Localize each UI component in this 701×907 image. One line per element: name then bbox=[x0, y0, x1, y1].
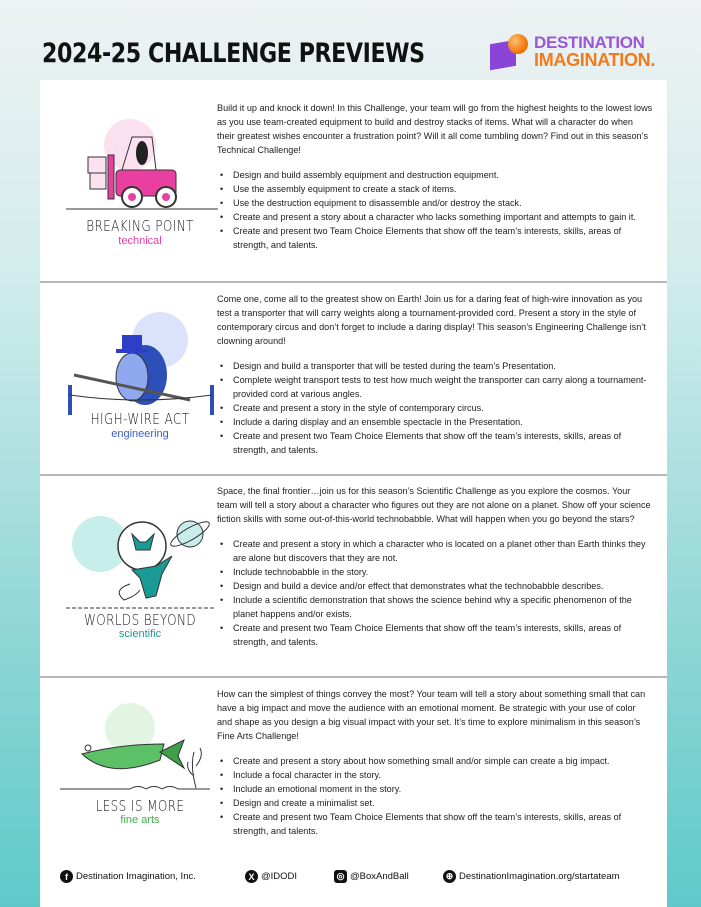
list-item: • Create and present a story in which a character who is located on a planet other than Earth thinks they are alone but discovers that they are not. bbox=[233, 537, 653, 565]
intro-text: Come one, come all to the greatest show on Earth! Join us for a daring feat of high-wire innovation as you test a transporter that will carry weights along a tournament-provided cord. Present a story in the style of contemporary circus and don’t forget to include a daring display! This season’s Engineering Challenge isn’t clowning around! bbox=[217, 294, 646, 346]
challenge-name: WORLDS BEYOND bbox=[84, 611, 196, 629]
requirements-list bbox=[217, 359, 653, 457]
list-item: • Design and build a device and/or effect that demonstrates what the technobabble describes. bbox=[233, 579, 653, 593]
high-wire-act-illustration bbox=[60, 305, 220, 455]
x-label: @IDODI bbox=[261, 871, 298, 882]
instagram-link[interactable] bbox=[334, 870, 409, 883]
list-item: • Include a daring display and an ensemble spectacle in the Presentation. bbox=[233, 415, 653, 429]
fish-icon bbox=[60, 696, 220, 796]
requirements-list bbox=[217, 168, 653, 252]
list-item: • Use the destruction equipment to disassemble and/or destroy the stack. bbox=[233, 196, 653, 210]
challenge-less-is-more bbox=[40, 678, 667, 858]
logo-line2: IMAGINATION. bbox=[534, 50, 656, 70]
instagram-label: @BoxAndBall bbox=[350, 871, 409, 882]
challenge-description bbox=[217, 292, 653, 457]
requirements-list bbox=[217, 754, 653, 838]
challenge-worlds-beyond bbox=[40, 476, 667, 676]
challenge-category: engineering bbox=[111, 428, 169, 440]
intro-text: Space, the final frontier…join us for this season’s Scientific Challenge as you explore the cosmos. Your team will tell a story about a character who figures out they are not alone on a planet. Show off your science fiction skills with some out-of-this-world technobabble. What will happen when you go beyond the stars? bbox=[217, 486, 651, 524]
challenge-breaking-point bbox=[40, 80, 667, 282]
challenge-description bbox=[217, 687, 653, 838]
list-item: • Use the assembly equipment to create a stack of items. bbox=[233, 182, 653, 196]
x-link[interactable] bbox=[245, 870, 297, 883]
less-is-more-illustration bbox=[60, 696, 220, 846]
footer bbox=[40, 870, 667, 890]
list-item: • Include technobabble in the story. bbox=[233, 565, 653, 579]
list-item: • Include a focal character in the story. bbox=[233, 768, 653, 782]
intro-text: How can the simplest of things convey the most? Your team will tell a story about something small that can have a big impact and move the audience with an emotional moment. Be strategic with your use of color and shape as you design a big visual impact with your set. It’s time to explore minimalism in this season’s Fine Arts Challenge! bbox=[217, 689, 646, 741]
breaking-point-illustration bbox=[60, 115, 220, 265]
list-item: • Create and present two Team Choice Elements that show off the team’s interests, skills, areas of strength, and talents. bbox=[233, 429, 653, 457]
facebook-label: Destination Imagination, Inc. bbox=[76, 871, 196, 882]
fox-astronaut-icon bbox=[60, 504, 220, 609]
requirements-list bbox=[217, 537, 653, 649]
facebook-icon: f bbox=[60, 870, 73, 883]
hedgehog-icon bbox=[60, 305, 220, 415]
content-panel bbox=[40, 80, 667, 907]
ball-icon bbox=[508, 34, 528, 54]
challenge-category: technical bbox=[118, 235, 162, 247]
globe-icon: ⊕ bbox=[443, 870, 456, 883]
list-item: • Create and present a story about how something small and/or simple can create a big impact. bbox=[233, 754, 653, 768]
list-item: • Create and present a story in the style of contemporary circus. bbox=[233, 401, 653, 415]
logo-line1: DESTINATION bbox=[534, 33, 645, 52]
list-item: • Design and build assembly equipment and destruction equipment. bbox=[233, 168, 653, 182]
list-item: • Create and present two Team Choice Elements that show off the team’s interests, skills, areas of strength, and talents. bbox=[233, 810, 653, 838]
list-item: • Create and present two Team Choice Elements that show off the team’s interests, skills, areas of strength, and talents. bbox=[233, 224, 653, 252]
challenge-description bbox=[217, 101, 653, 252]
list-item: • Design and create a minimalist set. bbox=[233, 796, 653, 810]
forklift-icon bbox=[60, 115, 220, 215]
worlds-beyond-illustration bbox=[60, 504, 220, 654]
challenge-category: fine arts bbox=[120, 814, 160, 826]
instagram-icon: ◎ bbox=[334, 870, 347, 883]
intro-text: Build it up and knock it down! In this Challenge, your team will go from the highest heights to the lowest lows as you use team-created equipment to build and destroy stacks of items. What will a character do when their greatest wishes encounter a frustration point? Will it all come tumbling down? Find out in this season’s Technical Challenge! bbox=[217, 103, 653, 155]
destination-imagination-logo bbox=[488, 28, 668, 78]
challenge-category: scientific bbox=[118, 628, 162, 640]
x-icon: X bbox=[245, 870, 258, 883]
challenge-name: HIGH-WIRE ACT bbox=[90, 410, 190, 428]
list-item: • Create and present two Team Choice Elements that show off the team’s interests, skills, areas of strength, and talents. bbox=[233, 621, 653, 649]
website-link[interactable] bbox=[443, 870, 620, 883]
page-title: 2024-25 CHALLENGE PREVIEWS bbox=[42, 38, 425, 69]
website-label: DestinationImagination.org/startateam bbox=[459, 871, 620, 882]
list-item: • Complete weight transport tests to test how much weight the transporter can carry along a tournament-provided cord at various angles. bbox=[233, 373, 653, 401]
challenge-description bbox=[217, 484, 653, 649]
challenge-name: LESS IS MORE bbox=[95, 797, 185, 815]
challenge-name: BREAKING POINT bbox=[86, 217, 194, 235]
list-item: • Design and build a transporter that will be tested during the team’s Presentation. bbox=[233, 359, 653, 373]
facebook-link[interactable] bbox=[60, 870, 196, 883]
challenge-high-wire-act bbox=[40, 283, 667, 475]
list-item: • Include a scientific demonstration that shows the science behind why a specific phenomenon of the planet happens and/or exists. bbox=[233, 593, 653, 621]
list-item: • Create and present a story about a character who lacks something important and attempts to gain it. bbox=[233, 210, 653, 224]
list-item: • Include an emotional moment in the story. bbox=[233, 782, 653, 796]
